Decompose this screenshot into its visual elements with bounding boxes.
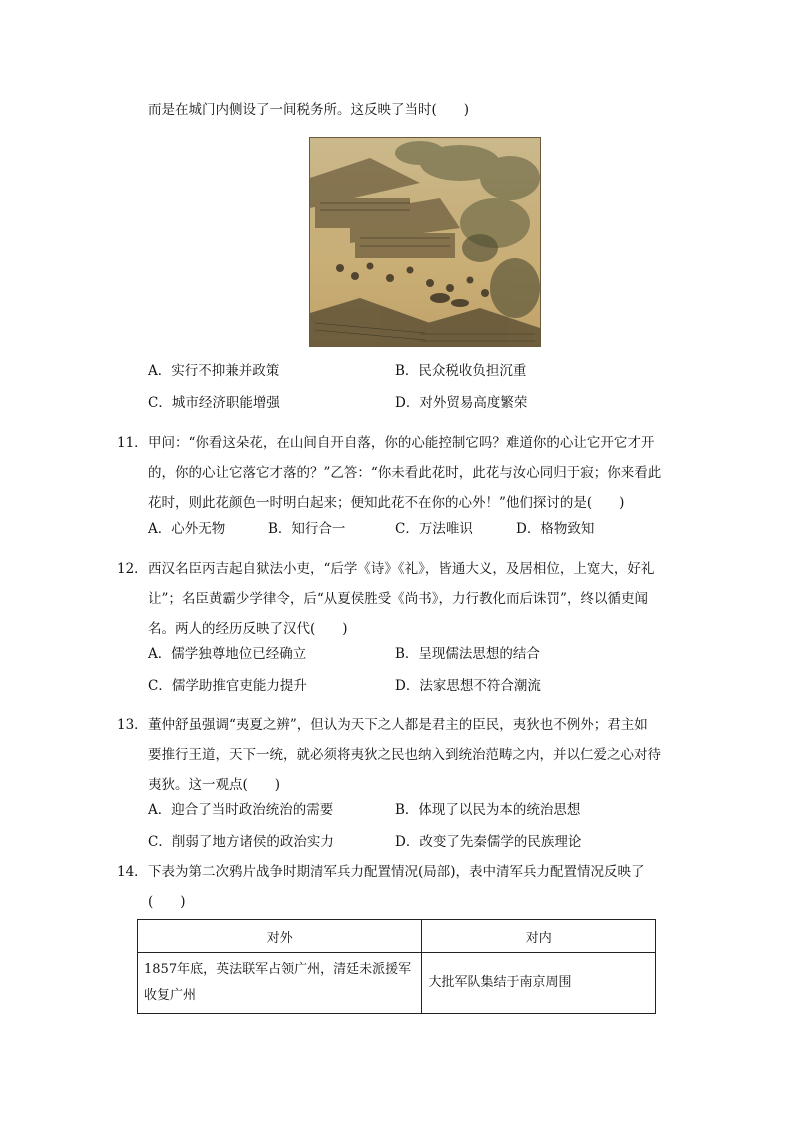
q12-stem-line-1: 西汉名臣丙吉起自狱法小吏，“后学《诗》《礼》，皆通大义，及居相位，上宽大，好礼	[148, 561, 655, 577]
q11-option-c: C．万法唯识	[395, 521, 473, 537]
table-row	[138, 953, 656, 1014]
q13-stem-line-1: 董仲舒虽强调“夷夏之辨”，但认为天下之人都是君主的臣民，夷狄也不例外；君主如	[148, 717, 648, 733]
q13-stem-line-2: 要推行王道，天下一统，就必须将夷狄之民也纳入到统治范畴之内，并以仁爱之心对待	[148, 747, 661, 763]
q11-stem-line-1: 甲问：“你看这朵花，在山间自开自落，你的心能控制它吗？难道你的心让它开它才开	[148, 435, 655, 451]
q11-option-b: B．知行合一	[268, 521, 346, 537]
q14-stem-line-2: ( )	[148, 894, 186, 910]
q11-option-d: D．格物致知	[516, 521, 595, 537]
table-cell-internal: 大批军队集结于南京周围	[422, 953, 656, 1014]
q13-number: 13．	[117, 717, 148, 733]
q10-option-c: C．城市经济职能增强	[148, 395, 280, 411]
q12-option-d: D．法家思想不符合潮流	[395, 678, 541, 694]
q14-number: 14．	[117, 864, 148, 880]
q13-option-a: A．迎合了当时政治统治的需要	[148, 802, 334, 818]
q11-stem-line-2: 的，你的心让它落它才落的？”乙答：“你未看此花时，此花与汝心同归于寂；你来看此	[148, 465, 662, 481]
q12-number: 12．	[117, 561, 148, 577]
q13-option-c: C．削弱了地方诸侯的政治实力	[148, 834, 334, 850]
q13-option-d: D．改变了先秦儒学的民族理论	[395, 834, 582, 850]
q11-stem-line-3: 花时，则此花颜色一时明白起来；便知此花不在你的心外！”他们探讨的是( )	[148, 495, 625, 511]
table-header-external: 对外	[138, 920, 422, 953]
q12-stem-line-2: 让”；名臣黄霸少学律令，后“从夏侯胜受《尚书》，力行教化而后诛罚”，终以循吏闻	[148, 591, 648, 607]
q11-option-a: A．心外无物	[148, 521, 226, 537]
q10-option-a: A．实行不抑兼并政策	[148, 363, 280, 379]
q13-option-b: B．体现了以民为本的统治思想	[395, 802, 581, 818]
table-header-internal: 对内	[422, 920, 656, 953]
q10-option-b: B．民众税收负担沉重	[395, 363, 527, 379]
table-cell-external: 1857年底，英法联军占领广州，清廷未派援军收复广州	[138, 953, 422, 1014]
q12-option-b: B．呈现儒法思想的结合	[395, 646, 540, 662]
qingming-painting-image	[309, 137, 541, 347]
q12-option-a: A．儒学独尊地位已经确立	[148, 646, 307, 662]
q14-stem-line-1: 下表为第二次鸦片战争时期清军兵力配置情况(局部)，表中清军兵力配置情况反映了	[148, 864, 645, 880]
q11-number: 11．	[117, 435, 148, 451]
q10-stem-tail: 而是在城门内侧设了一间税务所。这反映了当时( )	[148, 102, 470, 118]
q10-option-d: D．对外贸易高度繁荣	[395, 395, 528, 411]
q12-option-c: C．儒学助推官吏能力提升	[148, 678, 307, 694]
q12-stem-line-3: 名。两人的经历反映了汉代( )	[148, 621, 348, 637]
troop-deployment-table	[137, 919, 656, 1014]
q13-stem-line-3: 夷狄。这一观点( )	[148, 777, 281, 793]
table-header-row	[138, 920, 656, 953]
